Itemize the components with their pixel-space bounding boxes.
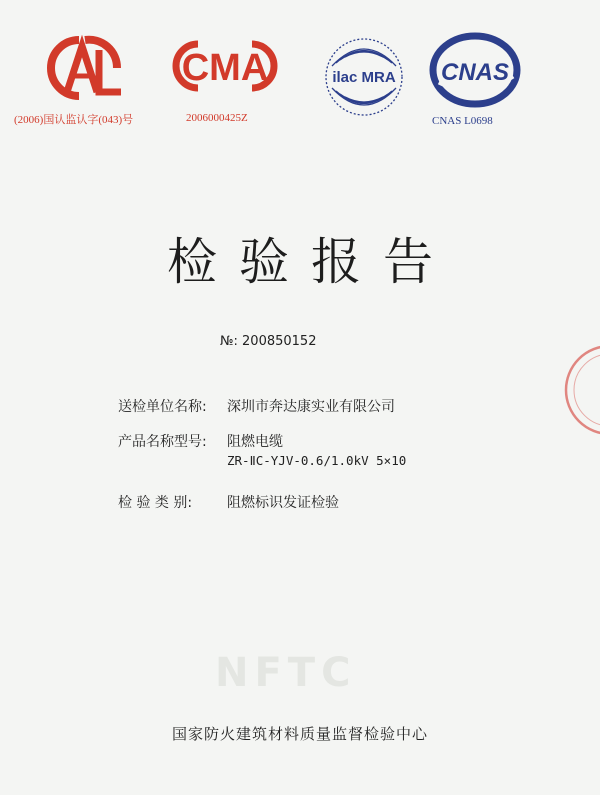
cal-code: (2006)国认监认字(043)号 bbox=[14, 114, 134, 126]
cal-mark-icon bbox=[37, 28, 127, 108]
cnas-code: CNAS L0698 bbox=[432, 115, 493, 127]
cma-mark-text: CMA bbox=[181, 47, 269, 89]
product-model: ZR-ⅡC-YJV-0.6/1.0kV 5×10 bbox=[227, 453, 407, 468]
cnas-mark-icon bbox=[425, 30, 525, 110]
issuer-name: 国家防火建筑材料质量监督检验中心 bbox=[171, 725, 428, 743]
ilac-mra-text: ilac MRA bbox=[332, 69, 396, 86]
ilac-mra-mark-icon bbox=[318, 36, 410, 118]
client-value: 深圳市奔达康实业有限公司 bbox=[227, 399, 395, 415]
product-label: 产品名称型号: bbox=[118, 434, 207, 450]
category-label: 检 验 类 别: bbox=[118, 495, 193, 511]
client-label: 送检单位名称: bbox=[118, 399, 207, 415]
category-value: 阻燃标识发证检验 bbox=[227, 495, 339, 511]
cma-code: 2006000425Z bbox=[186, 112, 248, 124]
cma-mark-icon bbox=[170, 38, 280, 94]
page-title: 检验报告 bbox=[167, 233, 455, 291]
report-number: №: 200850152 bbox=[220, 334, 317, 349]
watermark: NFTC bbox=[215, 650, 357, 696]
product-value: 阻燃电缆 bbox=[227, 434, 283, 450]
seal-stamp-icon bbox=[560, 340, 600, 440]
cnas-mark-text: CNAS bbox=[440, 59, 510, 86]
